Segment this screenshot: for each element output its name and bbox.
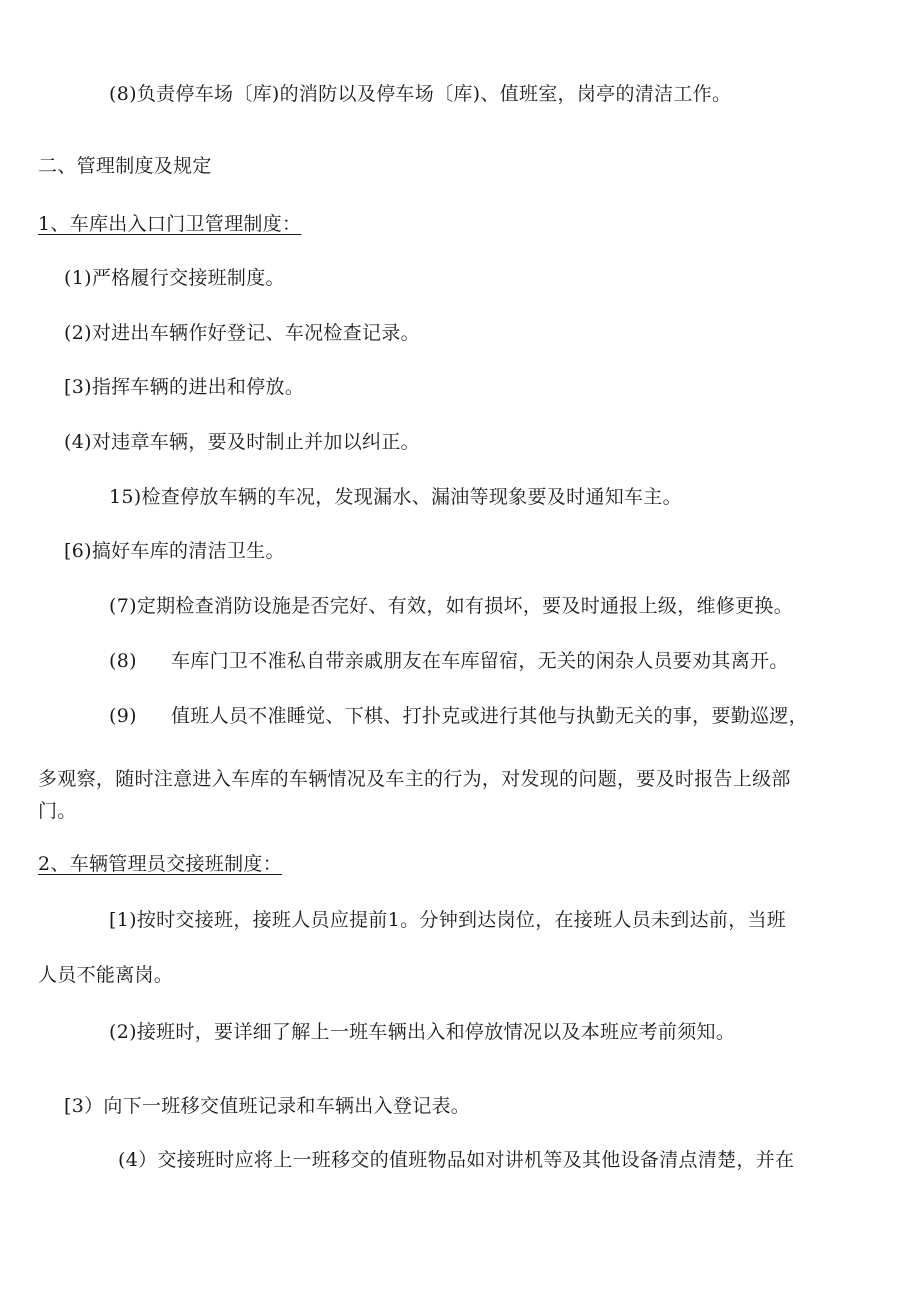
text-line	[109, 704, 808, 728]
text-line: (2)接班时，要详细了解上一班车辆出入和停放情况以及本班应考前须知。	[109, 1021, 736, 1043]
text-line: (2)对进出车辆作好登记、车况检查记录。	[64, 322, 420, 344]
item-text: 值班人员不准睡觉、下棋、打扑克或进行其他与执勤无关的事，要勤巡逻，	[171, 705, 808, 727]
text-line: (8)负责停车场〔库)的消防以及停车场〔库)、值班室，岗亭的清洁工作。	[109, 83, 732, 105]
text-line: 人员不能离岗。	[38, 964, 174, 986]
text-line: 门。	[38, 800, 77, 822]
subsection-heading: 1、车库出入口门卫管理制度：	[38, 213, 302, 235]
section-heading: 二、管理制度及规定	[38, 155, 212, 177]
text-line: 15)检查停放车辆的车况，发现漏水、漏油等现象要及时通知车主。	[109, 486, 682, 508]
text-line: 多观察，随时注意进入车库的车辆情况及车主的行为，对发现的问题，要及时报告上级部	[38, 768, 791, 790]
text-line: [3）向下一班移交值班记录和车辆出入登记表。	[64, 1095, 471, 1117]
text-line: (1)严格履行交接班制度。	[64, 267, 285, 289]
subsection-heading: 2、车辆管理员交接班制度：	[38, 853, 282, 875]
text-line	[109, 649, 789, 673]
item-number: (8)	[109, 650, 137, 672]
item-number: (9)	[109, 705, 137, 727]
text-line: (4）交接班时应将上一班移交的值班物品如对讲机等及其他设备清点清楚，并在	[118, 1149, 795, 1171]
text-line: (4)对违章车辆，要及时制止并加以纠正。	[64, 431, 420, 453]
text-line: [6)搞好车库的清洁卫生。	[64, 540, 285, 562]
item-text: 车库门卫不准私自带亲戚朋友在车库留宿，无关的闲杂人员要劝其离开。	[171, 650, 789, 672]
text-line: (7)定期检查消防设施是否完好、有效，如有损坏，要及时通报上级，维修更换。	[109, 595, 794, 617]
text-line: [1)按时交接班，接班人员应提前1。分钟到达岗位，在接班人员未到达前，当班	[109, 909, 787, 931]
text-line: [3)指挥车辆的进出和停放。	[64, 376, 305, 398]
